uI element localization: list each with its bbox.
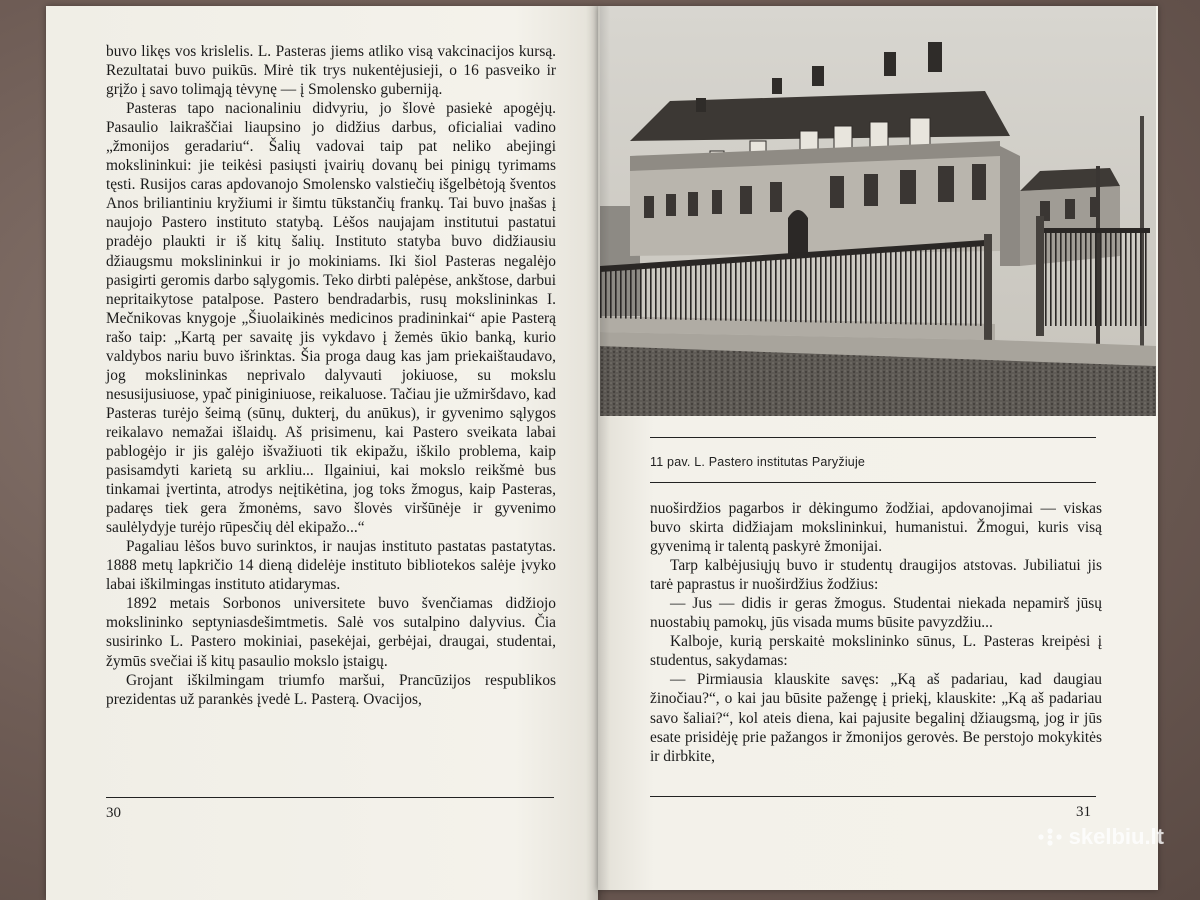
paragraph: Tarp kalbėjusiųjų buvo ir studentų draugijos atstovas. Jubiliatui jis tarė paprastus ir nuoširdžius žodžius: [650,557,1102,594]
watermark-text: skelbiu.lt [1068,824,1164,849]
paragraph: Kalboje, kurią perskaitė mokslininko sūnus, L. Pasteras kreipėsi į studentus, sakydamas: [650,633,1102,670]
left-page-text [106,42,556,709]
paragraph: buvo likęs vos krislelis. L. Pasteras jiems atliko visą vakcinacijos kursą. Rezultatai buvo puikūs. Mirė tik trys nukentėjusieji, o 16 pasveiko ir grįžo į savo tolimąją tėvynę — į Smolensko guberniją. [106,43,556,99]
caption-rule-top [650,437,1096,438]
book-gutter [586,6,610,900]
watermark [1037,824,1164,850]
left-page [46,6,598,900]
paragraph: — Pirmiausia klauskite savęs: „Ką aš padariau, kad daugiau žinočiau?“, o kai jau būsite pažengę į priekį, klauskite: „Ką aš padariau savo šaliai?“, kol ateis diena, kai pajusite begalinį džiaugsmą, jog ir jūs esate prisidėję prie pažangos ir žmonijos gerovės. Be perstojo mokykitės ir dirbkite, [650,671,1102,765]
paragraph: Grojant iškilmingam triumfo maršui, Prancūzijos respublikos prezidentas už parankės įvedė L. Pasterą. Ovacijos, [106,671,556,708]
paragraph: Pasteras tapo nacionaliniu didvyriu, jo šlovė pasiekė apogėjų. Pasaulio laikraščiai liaupsino jo didžius darbus, oficialiai vadino „žmonijos geradariu“. Šalių vadovai taip pat neliko abejingi mokslininkui: jie teikėsi pasiųsti įvairių dovanų bei pinigų tyrimams tęsti. Rusijos caras apdovanojo Smolensko valstiečių išgelbėtoją šventos Anos briliantiniu kryžiumi ir šimtu tūkstančių frankų. Tai buvo įnašas į naujojo Pastero instituto statybą. Lėšos naujajam institutui pastatui pradėjo plaukti ir iš kitų šalių. Instituto statyba buvo didžiausiu džiaugsmu mokslininkui ir jo mokiniams. Iki šiol Pasteras negalėjo pasigirti geromis darbo sąlygomis. Teko dirbti palėpėse, ankštose, darbui nepritaikytose patalpose. Pastero bendradarbis, rusų mokslininkas I. Mečnikovas knygoje „Šiuolaikinės medicinos pradininkai“ apie Pasterą rašo taip: „Kartą per savaitę jis vykdavo į žemės ūkio banką, kurio valdybos nariu buvo išrinktas. Šia proga daug kas jam priekaištaudavo, jog mokslininkas neprivalo dalyvauti jokiuose, su mokslu nesusijusiuose, ypač piniginiuose, reikaluose. Tačiau jie užmiršdavo, kad Pasteras turėjo šeimą (sūnų, dukterį, du anūkus), ir gyvenimo sąlygos reikalavo nemažai išlaidų. Aš prisimenu, kai Pastero sveikata labai pablogėjo ir jis galėjo išvažiuoti tik ekipažu, iškilo problema, kaip pasisamdyti karietą su arkliu... Ilgainiui, kai mokslo reikšmė bus tinkamai įvertinta, atrodys neįtikėtina, jog toks žmogus, kaip Pasteras, padaręs tiek gera žmonėms, savo šlovės viršūnėje ir gyvenimo saulėlydyje turėjo rūpesčių dėl ekipažo...“ [106,100,556,537]
paragraph: Pagaliau lėšos buvo surinktos, ir naujas instituto pastatas pastatytas. 1888 metų lapkričio 14 dieną didelėje instituto bibliotekos salėje įvyko labai iškilmingas instituto atidarymas. [106,538,556,594]
caption-rule-bottom [650,482,1096,483]
right-page-text [650,499,1102,766]
page-number: 30 [106,805,121,821]
footer-rule [106,797,554,798]
watermark-logo-icon [1037,827,1063,847]
paragraph: 1892 metais Sorbonos universitete buvo švenčiamas didžiojo mokslininko septyniasdešimtmetis. Salė vos sutalpino dalyvius. Čia susirinko L. Pastero mokiniai, pasekėjai, gerbėjai, draugai, studentai, žymūs svečiai iš kitų pasaulio mokslo įstaigų. [106,595,556,670]
footer-rule [650,796,1096,797]
right-page [598,6,1158,890]
figure-caption: 11 pav. L. Pastero institutas Paryžiuje [650,455,866,469]
paragraph: — Jus — didis ir geras žmogus. Studentai niekada nepamirš jūsų nuostabių pamokų, jūs visada mums būsite pavyzdžiu... [650,595,1102,632]
page-number: 31 [1076,804,1091,820]
paragraph: nuoširdžios pagarbos ir dėkingumo žodžiai, apdovanojimai — viskas buvo skirta didžiajam mokslininkui, humanistui. Žmogui, kuris visą gyvenimą ir talentą paskyrė žmonijai. [650,500,1102,556]
institute-photo [600,6,1156,416]
